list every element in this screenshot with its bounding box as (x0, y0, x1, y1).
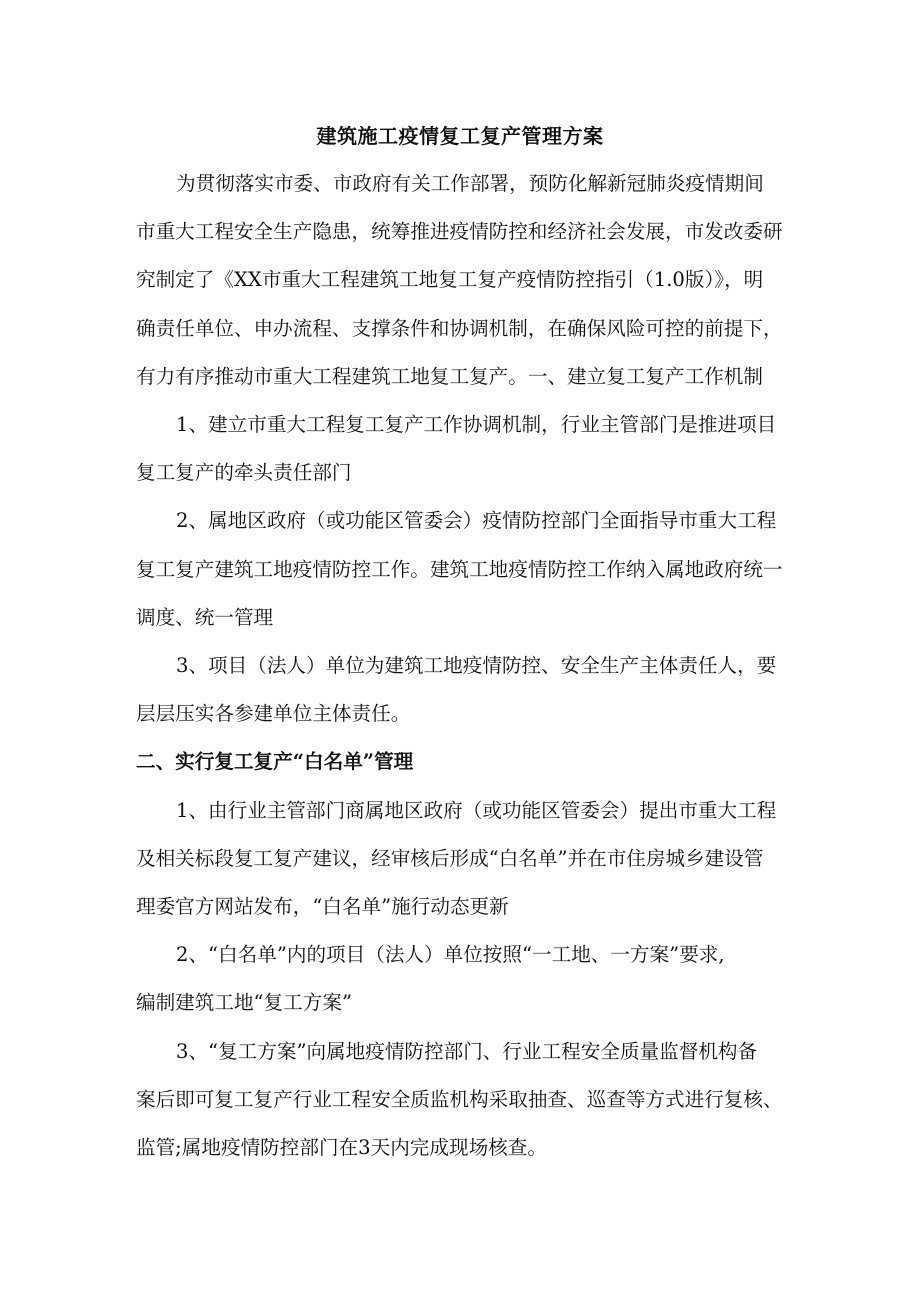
section-heading: 二、实行复工复产“白名单”管理 (136, 750, 414, 773)
paragraph-line: 理委官方网站发布，“白名单”施行动态更新 (136, 895, 509, 918)
paragraph-line: 3、“复工方案”向属地疫情防控部门、行业工程安全质量监督机构备 (176, 1040, 758, 1063)
paragraph-line: 2、“白名单”内的项目（法人）单位按照“一工地、一方案”要求, (176, 943, 725, 966)
paragraph-line: 1、由行业主管部门商属地区政府（或功能区管委会）提出市重大工程 (176, 799, 777, 822)
paragraph-line: 3、项目（法人）单位为建筑工地疫情防控、安全生产主体责任人，要 (176, 654, 777, 677)
paragraph-line: 复工复产建筑工地疫情防控工作。建筑工地疫情防控工作纳入属地政府统一 (136, 558, 783, 581)
paragraph-line: 编制建筑工地“复工方案” (136, 991, 352, 1014)
paragraph-line: 调度、统一管理 (136, 606, 274, 629)
paragraph-line: 确责任单位、申办流程、支撑条件和协调机制，在确保风险可控的前提下， (136, 317, 783, 340)
paragraph-line: 案后即可复工复产行业工程安全质监机构采取抽查、巡查等方式进行复核、 (136, 1088, 783, 1111)
document-title: 建筑施工疫情复工复产管理方案 (316, 124, 604, 148)
paragraph-line: 监管;属地疫情防控部门在3天内完成现场核查。 (136, 1136, 547, 1159)
paragraph-line: 究制定了《XX市重大工程建筑工地复工复产疫情防控指引（1.0版）》，明 (136, 268, 764, 291)
paragraph-line: 层层压实各参建单位主体责任。 (136, 702, 411, 725)
paragraph-line: 有力有序推动市重大工程建筑工地复工复产。一、建立复工复产工作机制 (136, 365, 763, 388)
paragraph-line: 及相关标段复工复产建议，经审核后形成“白名单”并在市住房城乡建设管 (136, 847, 764, 870)
paragraph-line: 市重大工程安全生产隐患，统筹推进疫情防控和经济社会发展，市发改委研 (136, 220, 783, 243)
paragraph-line: 为贯彻落实市委、市政府有关工作部署，预防化解新冠肺炎疫情期间 (176, 172, 764, 195)
paragraph-line: 2、属地区政府（或功能区管委会）疫情防控部门全面指导市重大工程 (176, 509, 777, 532)
paragraph-line: 复工复产的牵头责任部门 (136, 461, 352, 484)
paragraph-line: 1、建立市重大工程复工复产工作协调机制，行业主管部门是推进项目 (176, 413, 777, 436)
